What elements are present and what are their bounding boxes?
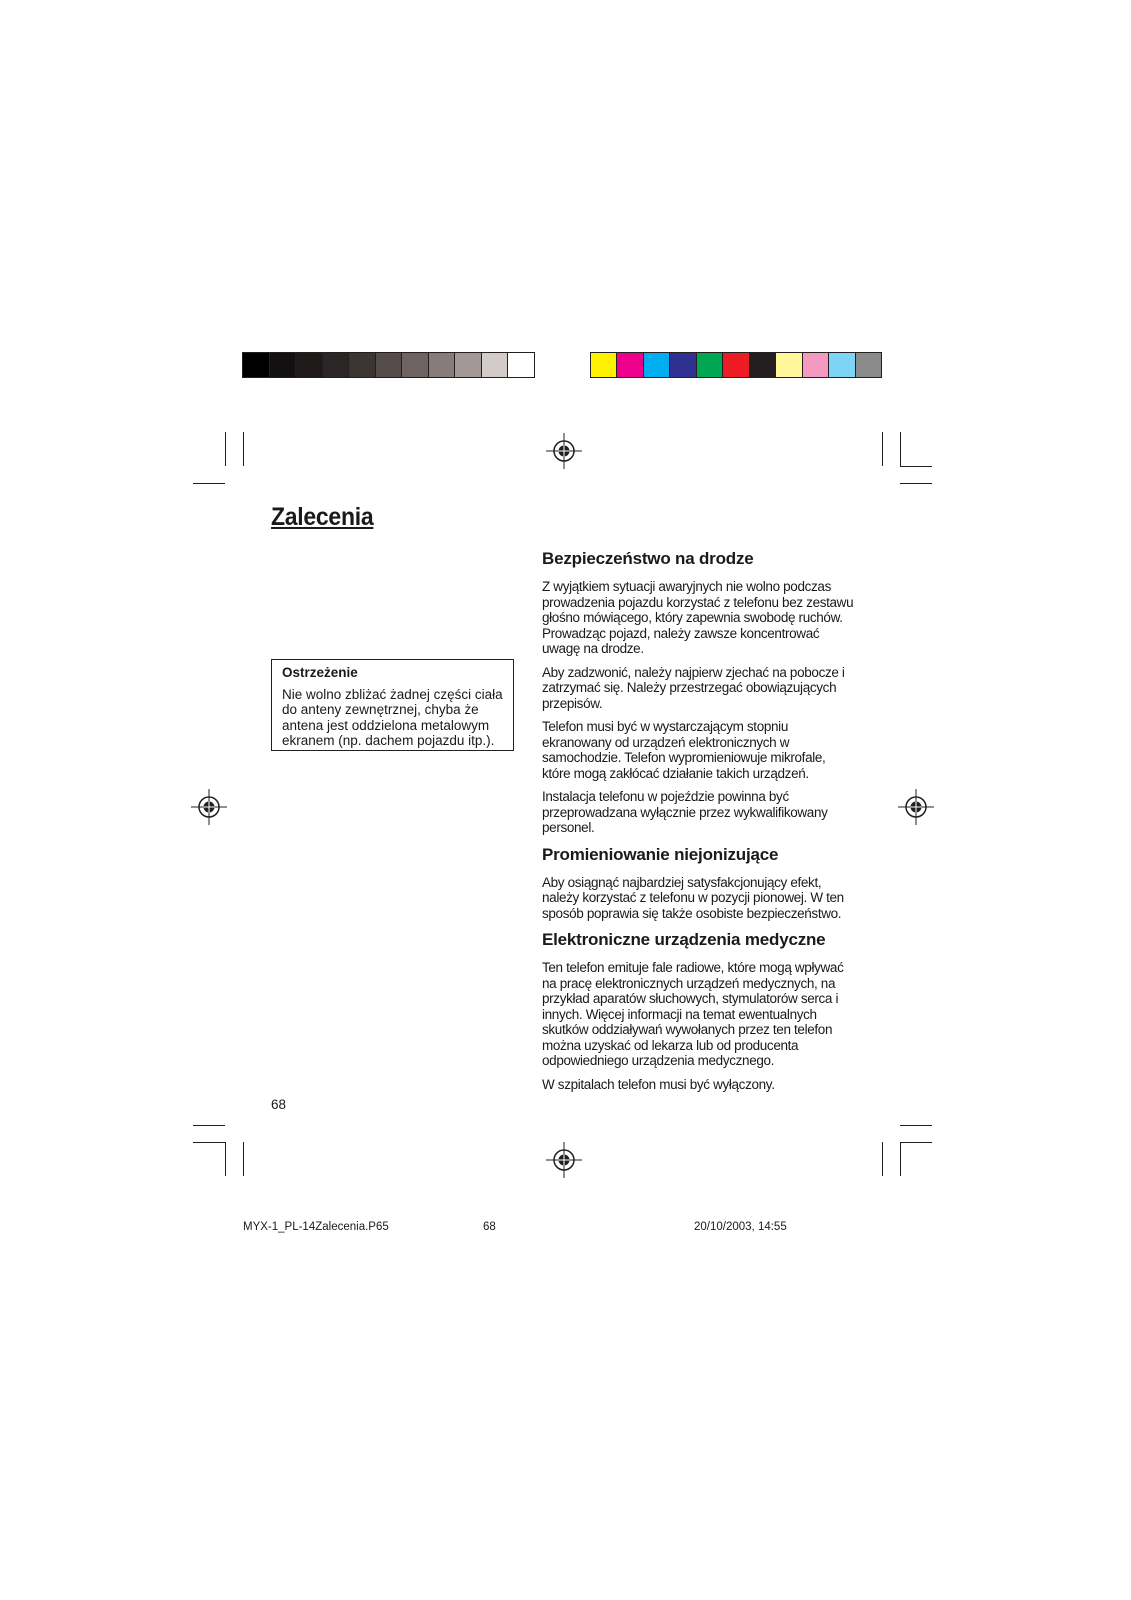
- gray-swatch: [455, 353, 482, 377]
- color-swatch: [723, 353, 749, 377]
- crop-mark: [193, 483, 225, 484]
- registration-mark-icon: [898, 789, 934, 825]
- crop-mark: [243, 432, 244, 466]
- content-column: [542, 549, 857, 1100]
- gray-swatch: [243, 353, 270, 377]
- paragraph: Telefon musi być w wystarczającym stopniu ekranowany od urządzeń elektronicznych w samochodzie. Telefon wypromieniowuje mikrofale, które mogą zakłócać działanie takich urządzeń.: [542, 719, 826, 781]
- color-swatch: [829, 353, 855, 377]
- footer-page: 68: [483, 1221, 496, 1233]
- color-swatch: [697, 353, 723, 377]
- section-heading-non-ionizing-radiation: Promieniowanie niejonizujące: [542, 844, 779, 864]
- crop-mark: [900, 1142, 901, 1176]
- gray-swatch: [482, 353, 509, 377]
- footer-datetime: 20/10/2003, 14:55: [694, 1221, 787, 1233]
- color-swatch: [776, 353, 802, 377]
- paragraph: Z wyjątkiem sytuacji awaryjnych nie wolno podczas prowadzenia pojazdu korzystać z telefonu bez zestawu głośno mówiącego, który zapewnia swobodę ruchów. Prowadząc pojazd, należy zawsze koncentrować uwagę na drodze.: [542, 579, 854, 656]
- crop-mark: [193, 1142, 225, 1143]
- paragraph: Ten telefon emituje fale radiowe, które mogą wpływać na pracę elektronicznych urządzeń medycznych, na przykład aparatów słuchowych, stymulatorów serca i innych. Więcej informacji na temat ewentualnych skutków oddziaływań wywołanych przez ten telefon można uzyskać od lekarza lub od producenta odpowiedniego urządzenia medycznego.: [542, 960, 844, 1068]
- paragraph: Aby osiągnąć najbardziej satysfakcjonujący efekt, należy korzystać z telefonu w pozycji pionowej. W ten sposób poprawia się także osobiste bezpieczeństwo.: [542, 874, 844, 921]
- crop-mark: [193, 1125, 225, 1126]
- color-swatch: [591, 353, 617, 377]
- crop-mark: [900, 1125, 932, 1126]
- crop-mark: [243, 1142, 244, 1176]
- registration-mark-icon: [546, 433, 582, 469]
- crop-mark: [225, 1142, 226, 1176]
- gray-swatch: [376, 353, 403, 377]
- gray-swatch: [323, 353, 350, 377]
- crop-mark: [900, 466, 932, 467]
- registration-mark-icon: [191, 789, 227, 825]
- color-swatch: [670, 353, 696, 377]
- color-swatch: [644, 353, 670, 377]
- warning-box: [271, 659, 514, 751]
- page-title: Zalecenia: [271, 503, 374, 531]
- color-calibration-bar: [590, 352, 882, 378]
- gray-swatch: [296, 353, 323, 377]
- gray-swatch: [270, 353, 297, 377]
- crop-mark: [882, 432, 883, 466]
- crop-mark: [900, 1142, 932, 1143]
- page-number: 68: [271, 1097, 287, 1112]
- gray-swatch: [402, 353, 429, 377]
- crop-mark: [225, 432, 226, 466]
- color-swatch: [803, 353, 829, 377]
- section-heading-medical-devices: Elektroniczne urządzenia medyczne: [542, 930, 826, 949]
- crop-mark: [900, 432, 901, 466]
- footer-filename: MYX-1_PL-14Zalecenia.P65: [243, 1221, 389, 1233]
- color-swatch: [750, 353, 776, 377]
- color-swatch: [856, 353, 881, 377]
- paragraph: Instalacja telefonu w pojeździe powinna być przeprowadzana wyłącznie przez wykwalifikowany personel.: [542, 789, 828, 835]
- warning-text: Nie wolno zbliżać żadnej części ciała do anteny zewnętrznej, chyba że antena jest oddzielona metalowym ekranem (np. dachem pojazdu itp.).: [282, 686, 503, 748]
- section-heading-road-safety: Bezpieczeństwo na drodze: [542, 549, 754, 568]
- crop-mark: [900, 483, 932, 484]
- gray-swatch: [349, 353, 376, 377]
- gray-swatch: [429, 353, 456, 377]
- paragraph: W szpitalach telefon musi być wyłączony.: [542, 1076, 775, 1092]
- grayscale-calibration-bar: [242, 352, 535, 378]
- gray-swatch: [508, 353, 534, 377]
- registration-mark-icon: [546, 1142, 582, 1178]
- color-swatch: [617, 353, 643, 377]
- warning-title: Ostrzeżenie: [282, 665, 358, 680]
- crop-mark: [882, 1142, 883, 1176]
- paragraph: Aby zadzwonić, należy najpierw zjechać na pobocze i zatrzymać się. Należy przestrzegać obowiązujących przepisów.: [542, 664, 845, 711]
